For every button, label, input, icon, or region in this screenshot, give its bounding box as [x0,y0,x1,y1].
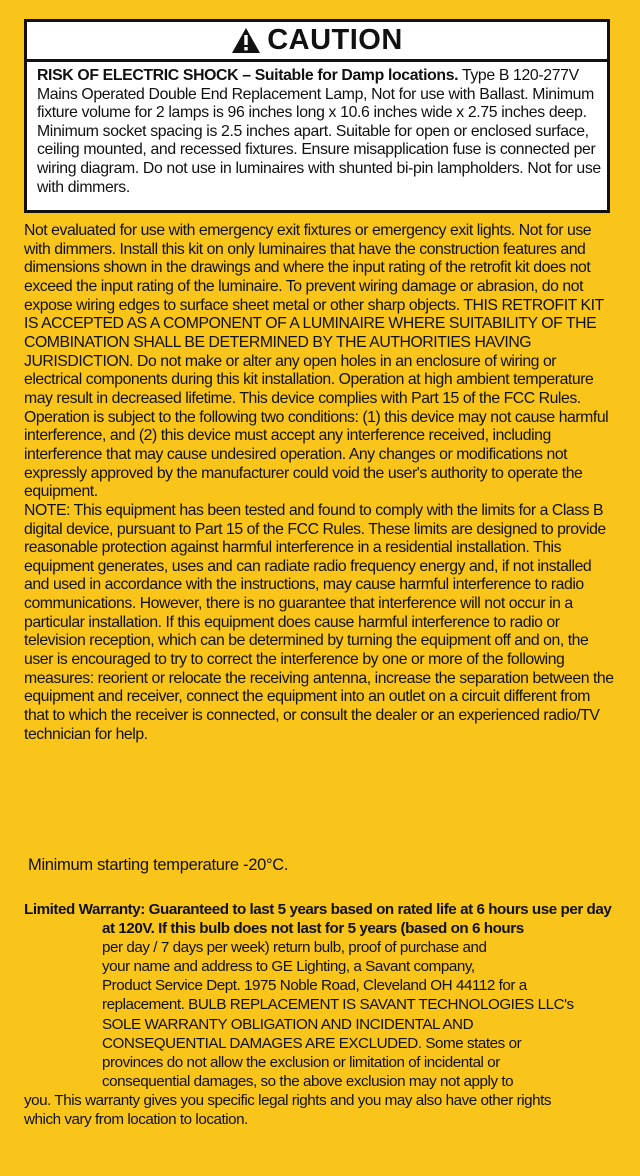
caution-lead: RISK OF ELECTRIC SHOCK – Suitable for Damp locations. [37,67,459,84]
warranty-indent-line: at 120V. If this bulb does not last for 5 years (based on 6 hours [102,920,524,938]
safety-notice-text [24,222,614,744]
warranty-indent-line: provinces do not allow the exclusion or limitation of incidental or [102,1053,500,1071]
warranty-indent-line: replacement. BULB REPLACEMENT IS SAVANT TECHNOLOGIES LLC's [102,996,574,1014]
warranty-indent-line: SOLE WARRANTY OBLIGATION AND INCIDENTAL AND [102,1015,474,1033]
caution-body: Type B 120-277V Mains Operated Double End Replacement Lamp, Not for use with Ballast. Minimum fixture volume for 2 lamps is 96 inches long x 10.6 inches wide x 2.75 inches deep. Minimum socket spacing is 2.5 inches apart. Suitable for open or enclosed surface, ceiling mounted, and recessed fixtures. Ensure misapplication fuse is connected per wiring diagram. Do not use in luminaires with shunted bi-pin lampholders. Not for use with dimmers. [37,67,601,196]
minimum-temperature: Minimum starting temperature -20°C. [28,856,289,874]
warranty-line-1: Limited Warranty: Guaranteed to last 5 years based on rated life at 6 hours use per day [24,901,612,918]
warning-triangle-icon [231,27,261,54]
notice-paragraph-1: Not evaluated for use with emergency exit fixtures or emergency exit lights. Not for use with dimmers. Install this kit on only luminaires that have the construction features and dimensions shown in the drawings and where the input rating of the retrofit kit does not exceed the input rating of the luminaire. To prevent wiring damage or abrasion, do not expose wiring edges to surface sheet metal or other sharp objects. THIS RETROFIT KIT IS ACCEPTED AS A COMPONENT OF A LUMINAIRE WHERE SUITABILITY OF THE COMBINATION SHALL BE DETERMINED BY THE AUTHORITIES HAVING JURISDICTION. Do not make or alter any open holes in an enclosure of wiring or electrical components during this kit installation. Operation at high ambient temperature may result in decreased lifetime. This device complies with Part 15 of the FCC Rules. Operation is subject to the following two conditions: (1) this device may not cause harmful interference, and (2) this device must accept any interference received, including interference that may cause undesired operation. Any changes or modifications not expressly approved by the manufacturer could void the user's authority to operate the equipment. [24,222,609,501]
caution-text [37,67,603,197]
warranty-indent-line: consequential damages, so the above exclusion may not apply to [102,1072,514,1090]
warranty-tail-line: which vary from location to location. [24,1111,248,1129]
warranty-indent-line: per day / 7 days per week) return bulb, proof of purchase and [102,939,487,957]
warranty-indent-line: CONSEQUENTIAL DAMAGES ARE EXCLUDED. Some states or [102,1034,522,1052]
warranty-indent-line: Product Service Dept. 1975 Noble Road, Cleveland OH 44112 for a [102,977,527,995]
warranty-indent-line: your name and address to GE Lighting, a Savant company, [102,958,475,976]
limited-warranty [24,900,624,1129]
caution-title: CAUTION [267,24,403,56]
caution-box [24,19,610,213]
fcc-note-paragraph: NOTE: This equipment has been tested and found to comply with the limits for a Class B digital device, pursuant to Part 15 of the FCC Rules. These limits are designed to provide reasonable protection against harmful interference in a residential installation. This equipment generates, uses and can radiate radio frequency energy and, if not installed and used in accordance with the instructions, may cause harmful interference to radio communications. However, there is no guarantee that interference will not occur in a particular installation. If this equipment does cause harmful interference to radio or television reception, which can be determined by turning the equipment off and on, the user is encouraged to try to correct the interference by one or more of the following measures: reorient or relocate the receiving antenna, increase the separation between the equipment and receiver, connect the equipment into an outlet on a circuit different from that to which the receiver is connected, or consult the dealer or an experienced radio/TV technician for help. [24,501,614,743]
caution-header [27,22,607,62]
warranty-tail-line: you. This warranty gives you specific legal rights and you may also have other rights [24,1091,552,1109]
